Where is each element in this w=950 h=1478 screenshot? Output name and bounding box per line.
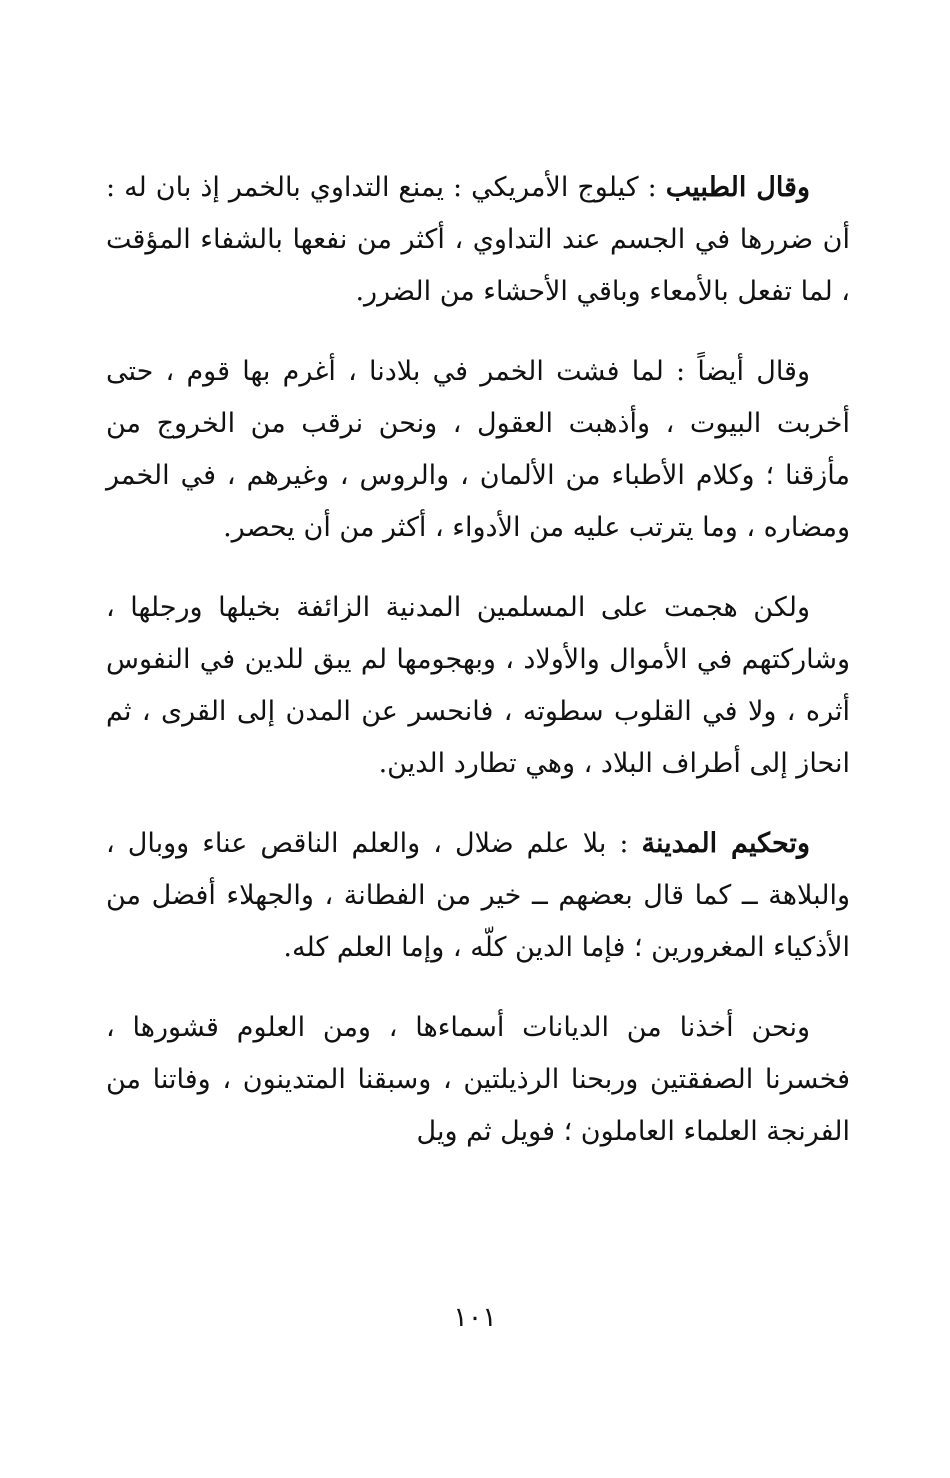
- paragraph-text: وقال أيضاً : لما فشت الخمر في بلادنا ، أغرم بها قوم ، حتى أخربت البيوت ، وأذهبت العقول ، ونحن نرقب من الخروج من مأزقنا ؛ وكلام الأطباء من الألمان ، والروس ، وغيرهم ، في الخمر ومضاره ، وما يترتب عليه من الأدواء ، أكثر من أن يحصر.: [106, 356, 850, 543]
- paragraph-lead: وتحكيم المدينة: [641, 828, 810, 859]
- paragraph-4: [106, 818, 850, 974]
- body-text: [106, 162, 850, 1186]
- paragraph-text: : بلا علم ضلال ، والعلم الناقص عناء ووبال ، والبلاهة ــ كما قال بعضهم ــ خير من الفطانة ، والجهلاء أفضل من الأذكياء المغرورين ؛ فإما الدين كلّه ، وإما العلم كله.: [106, 828, 850, 963]
- paragraph-text: ونحن أخذنا من الديانات أسماءها ، ومن العلوم قشورها ، فخسرنا الصفقتين وربحنا الرذيلتين ، وسبقنا المتدينون ، وفاتنا من الفرنجة العلماء العاملون ؛ فويل ثم ويل: [106, 1012, 850, 1147]
- paragraph-5: [106, 1002, 850, 1158]
- paragraph-text: : كيلوج الأمريكي : يمنع التداوي بالخمر إذ بان له : أن ضررها في الجسم عند التداوي ، أكثر من نفعها بالشفاء المؤقت ، لما تفعل بالأمعاء وباقي الأحشاء من الضرر.: [106, 172, 850, 307]
- paragraph-lead: وقال الطبيب: [665, 172, 810, 203]
- paragraph-text: ولكن هجمت على المسلمين المدنية الزائفة بخيلها ورجلها ، وشاركتهم في الأموال والأولاد ، وبهجومها لم يبق للدين في النفوس أثره ، ولا في القلوب سطوته ، فانحسر عن المدن إلى القرى ، ثم انحاز إلى أطراف البلاد ، وهي تطارد الدين.: [106, 592, 850, 779]
- paragraph-3: [106, 582, 850, 790]
- page-number: ١٠١: [453, 1302, 497, 1333]
- paragraph-1: [106, 162, 850, 318]
- paragraph-2: [106, 346, 850, 554]
